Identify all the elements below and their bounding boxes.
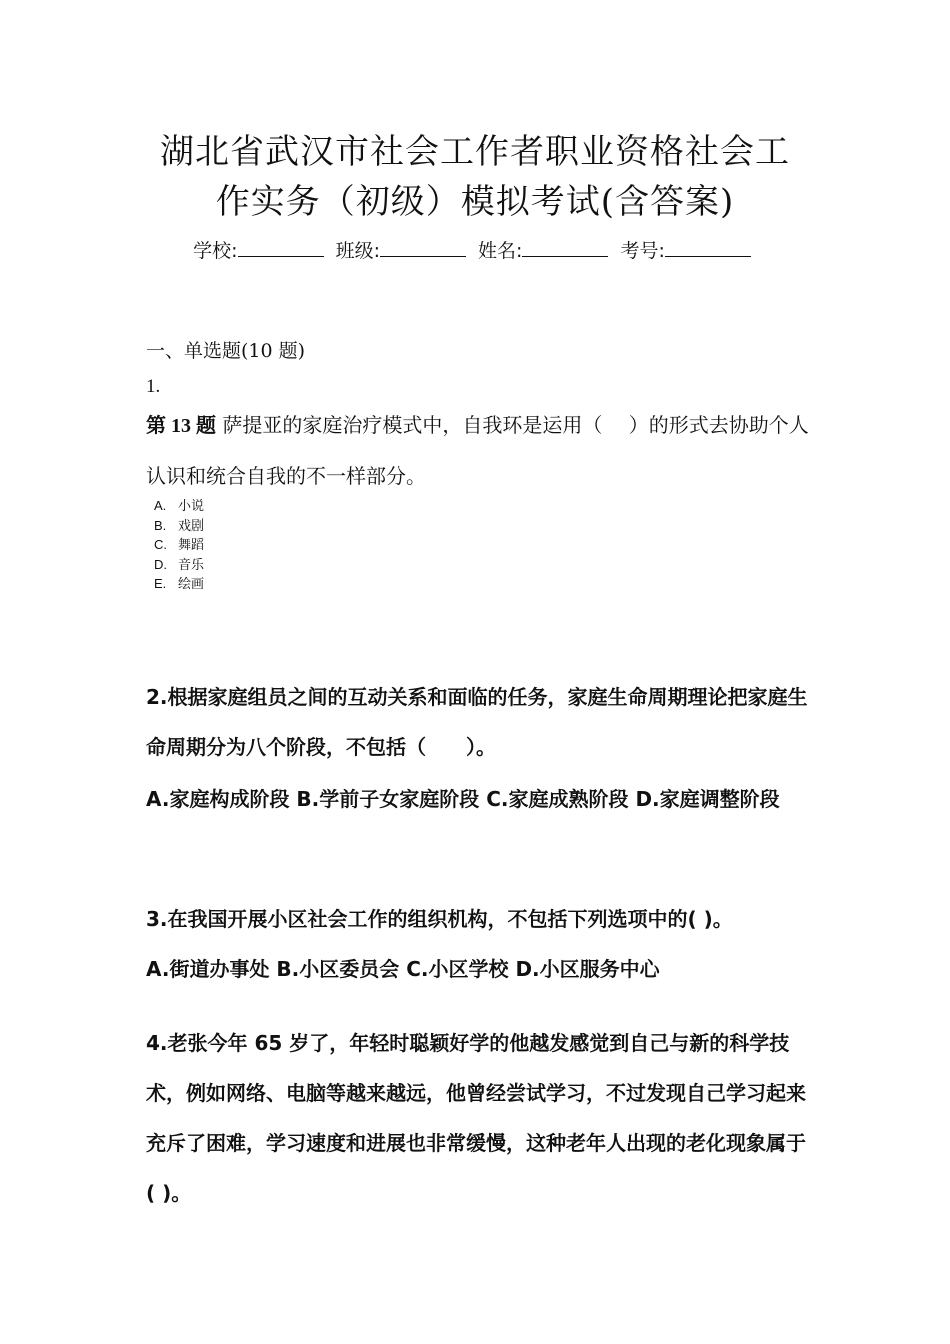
question-1-number: 1. xyxy=(146,376,161,397)
school-label: 学校: xyxy=(193,240,238,262)
question-3-options: A.街道办事处 B.小区委员会 C.小区学校 D.小区服务中心 xyxy=(146,957,660,981)
doc-title-line1: 湖北省武汉市社会工作者职业资格社会工 xyxy=(160,132,790,172)
question-3-text: 3.在我国开展小区社会工作的组织机构，不包括下列选项中的( )。 xyxy=(146,907,733,931)
option-d: D. 音乐 xyxy=(154,556,205,573)
student-info-line xyxy=(100,236,850,263)
question-2-options: A.家庭构成阶段 B.学前子女家庭阶段 C.家庭成熟阶段 D.家庭调整阶段 xyxy=(146,787,780,811)
question-1-options xyxy=(154,496,204,594)
option-b: B. 戏剧 xyxy=(154,517,205,534)
option-a: A. 小说 xyxy=(154,498,205,514)
question-4-text: 4.老张今年 65 岁了，年轻时聪颖好学的他越发感觉到自己与新的科学技术，例如网络、电脑等越来越远，他曾经尝试学习，不过发现自己学习起来充斥了困难，学习速度和进展也非常缓慢，这种老年人出现的老化现象属于( )。 xyxy=(146,1031,806,1205)
option-e: E. 绘画 xyxy=(154,576,205,592)
option-c: C. 舞蹈 xyxy=(154,537,205,553)
doc-title-line2: 作实务（初级）模拟考试(含答案) xyxy=(215,182,735,222)
class-label: 班级: xyxy=(335,240,380,262)
exam-no-label: 考号: xyxy=(620,240,665,262)
question-2-text: 2.根据家庭组员之间的互动关系和面临的任务，家庭生命周期理论把家庭生命周期分为八个阶段，不包括（ ）。 xyxy=(146,685,808,759)
class-blank xyxy=(380,240,466,257)
name-label: 姓名: xyxy=(478,240,523,262)
school-blank xyxy=(238,240,324,257)
question-1-head: 第 13 题 xyxy=(146,415,216,437)
question-1 xyxy=(146,400,810,501)
name-blank xyxy=(522,240,608,257)
exam-no-blank xyxy=(665,240,751,257)
section-heading: 一、单选题(10 题) xyxy=(146,340,306,362)
question-1-text: 萨提亚的家庭治疗模式中，自我环是运用（ ）的形式去协助个人认识和统合自我的不一样部分。 xyxy=(146,413,809,488)
